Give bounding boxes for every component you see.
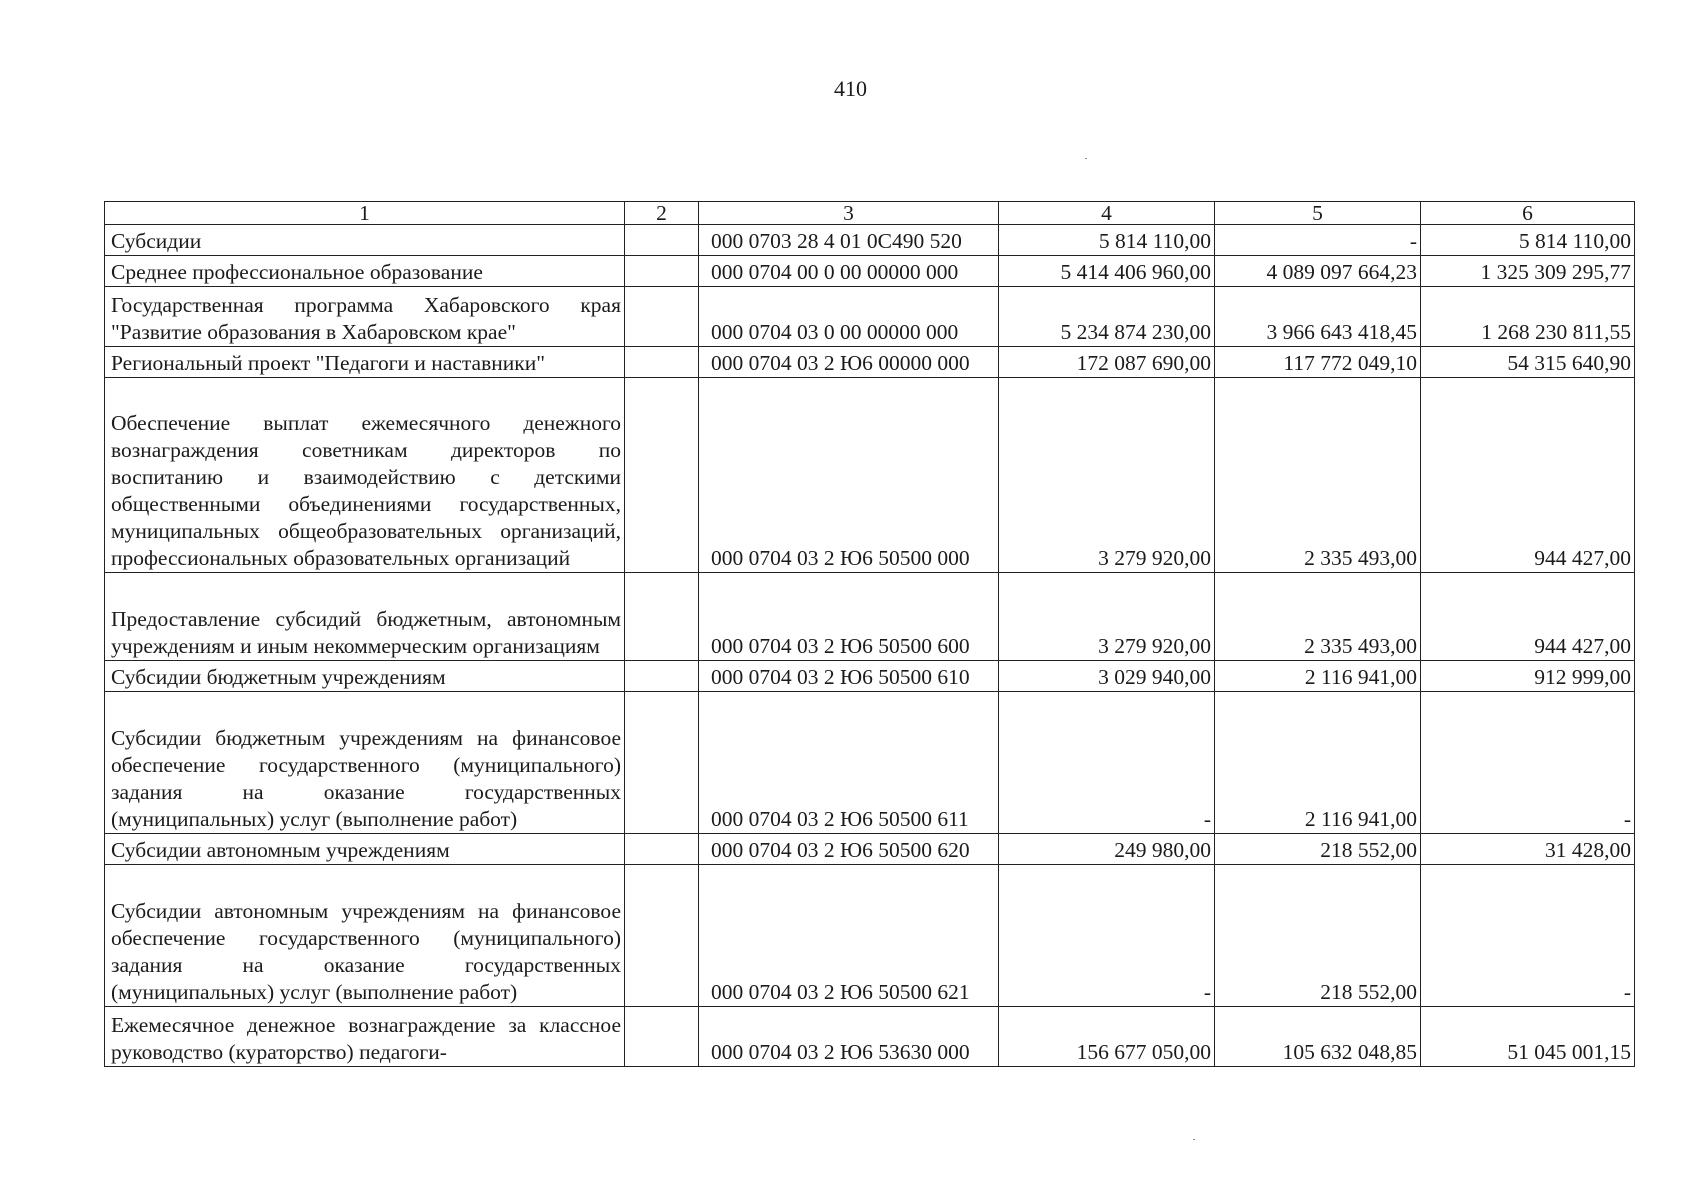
row-col2	[625, 865, 699, 1007]
row-name: Государственная программа Хабаровского края "Развитие образования в Хабаровском крае"	[105, 287, 625, 347]
row-value-6: 51 045 001,15	[1421, 1007, 1635, 1067]
row-code: 000 0704 03 2 Ю6 50500 000	[699, 378, 999, 573]
row-code: 000 0704 00 0 00 00000 000	[699, 256, 999, 287]
row-value-6: 5 814 110,00	[1421, 225, 1635, 256]
row-value-5: 105 632 048,85	[1215, 1007, 1421, 1067]
row-col2	[625, 256, 699, 287]
table-row	[105, 573, 1635, 661]
row-value-4: 156 677 050,00	[999, 1007, 1215, 1067]
row-code: 000 0704 03 2 Ю6 50500 621	[699, 865, 999, 1007]
row-col2	[625, 347, 699, 378]
row-value-4: 5 414 406 960,00	[999, 256, 1215, 287]
row-value-5: 2 116 941,00	[1215, 692, 1421, 834]
row-col2	[625, 661, 699, 692]
row-value-5: 117 772 049,10	[1215, 347, 1421, 378]
row-code: 000 0704 03 2 Ю6 00000 000	[699, 347, 999, 378]
column-header: 5	[1215, 202, 1421, 225]
row-code: 000 0704 03 2 Ю6 53630 000	[699, 1007, 999, 1067]
row-value-4: 5 814 110,00	[999, 225, 1215, 256]
table-row	[105, 225, 1635, 256]
row-value-6: 912 999,00	[1421, 661, 1635, 692]
row-value-4: 3 279 920,00	[999, 378, 1215, 573]
row-code: 000 0704 03 2 Ю6 50500 611	[699, 692, 999, 834]
row-name: Региональный проект "Педагоги и наставники"	[105, 347, 625, 378]
row-name: Ежемесячное денежное вознаграждение за классное руководство (кураторство) педагоги-	[105, 1007, 625, 1067]
row-value-5: 2 116 941,00	[1215, 661, 1421, 692]
row-value-6: 1 325 309 295,77	[1421, 256, 1635, 287]
row-name: Предоставление субсидий бюджетным, автономным учреждениям и иным некоммерческим организациям	[105, 573, 625, 661]
table-row	[105, 256, 1635, 287]
row-col2	[625, 834, 699, 865]
column-header: 2	[625, 202, 699, 225]
table-header-row	[105, 202, 1635, 225]
row-value-4: -	[999, 692, 1215, 834]
row-col2	[625, 692, 699, 834]
row-value-6: 944 427,00	[1421, 378, 1635, 573]
table-row	[105, 692, 1635, 834]
row-name: Субсидии бюджетным учреждениям на финансовое обеспечение государственного (муниципального) задания на оказание государственных (муниципальных) услуг (выполнение работ)	[105, 692, 625, 834]
row-value-4: 249 980,00	[999, 834, 1215, 865]
row-value-6: -	[1421, 692, 1635, 834]
row-name: Среднее профессиональное образование	[105, 256, 625, 287]
row-name: Субсидии бюджетным учреждениям	[105, 661, 625, 692]
row-col2	[625, 225, 699, 256]
row-value-5: 218 552,00	[1215, 865, 1421, 1007]
row-col2	[625, 573, 699, 661]
row-value-6: -	[1421, 865, 1635, 1007]
table-row	[105, 287, 1635, 347]
row-value-6: 54 315 640,90	[1421, 347, 1635, 378]
scan-speck	[1085, 158, 1087, 159]
column-header: 1	[105, 202, 625, 225]
table-row	[105, 834, 1635, 865]
table-row	[105, 661, 1635, 692]
column-header: 3	[699, 202, 999, 225]
row-code: 000 0704 03 0 00 00000 000	[699, 287, 999, 347]
row-code: 000 0704 03 2 Ю6 50500 620	[699, 834, 999, 865]
row-code: 000 0704 03 2 Ю6 50500 600	[699, 573, 999, 661]
row-value-4: 172 087 690,00	[999, 347, 1215, 378]
scan-speck	[1193, 1139, 1195, 1140]
page-number: 410	[834, 76, 867, 101]
row-value-4: 3 029 940,00	[999, 661, 1215, 692]
row-value-5: 218 552,00	[1215, 834, 1421, 865]
row-value-6: 31 428,00	[1421, 834, 1635, 865]
table-row	[105, 347, 1635, 378]
row-name: Субсидии	[105, 225, 625, 256]
table-row	[105, 1007, 1635, 1067]
row-name: Обеспечение выплат ежемесячного денежного вознаграждения советникам директоров по воспитанию и взаимодействию с детскими общественными объединениями государственных, муниципальных общеобразовательных организаций, профессиональных образовательных организаций	[105, 378, 625, 573]
row-value-5: 2 335 493,00	[1215, 573, 1421, 661]
row-value-5: 2 335 493,00	[1215, 378, 1421, 573]
row-name: Субсидии автономным учреждениям	[105, 834, 625, 865]
table-row	[105, 865, 1635, 1007]
row-value-6: 944 427,00	[1421, 573, 1635, 661]
column-header: 4	[999, 202, 1215, 225]
row-value-5: 3 966 643 418,45	[1215, 287, 1421, 347]
column-header: 6	[1421, 202, 1635, 225]
row-col2	[625, 1007, 699, 1067]
row-value-5: 4 089 097 664,23	[1215, 256, 1421, 287]
row-code: 000 0703 28 4 01 0С490 520	[699, 225, 999, 256]
row-value-4: 5 234 874 230,00	[999, 287, 1215, 347]
row-value-4: -	[999, 865, 1215, 1007]
row-value-5: -	[1215, 225, 1421, 256]
row-value-4: 3 279 920,00	[999, 573, 1215, 661]
budget-table	[104, 201, 1635, 1067]
row-col2	[625, 287, 699, 347]
row-code: 000 0704 03 2 Ю6 50500 610	[699, 661, 999, 692]
row-col2	[625, 378, 699, 573]
row-value-6: 1 268 230 811,55	[1421, 287, 1635, 347]
table-row	[105, 378, 1635, 573]
row-name: Субсидии автономным учреждениям на финансовое обеспечение государственного (муниципального) задания на оказание государственных (муниципальных) услуг (выполнение работ)	[105, 865, 625, 1007]
